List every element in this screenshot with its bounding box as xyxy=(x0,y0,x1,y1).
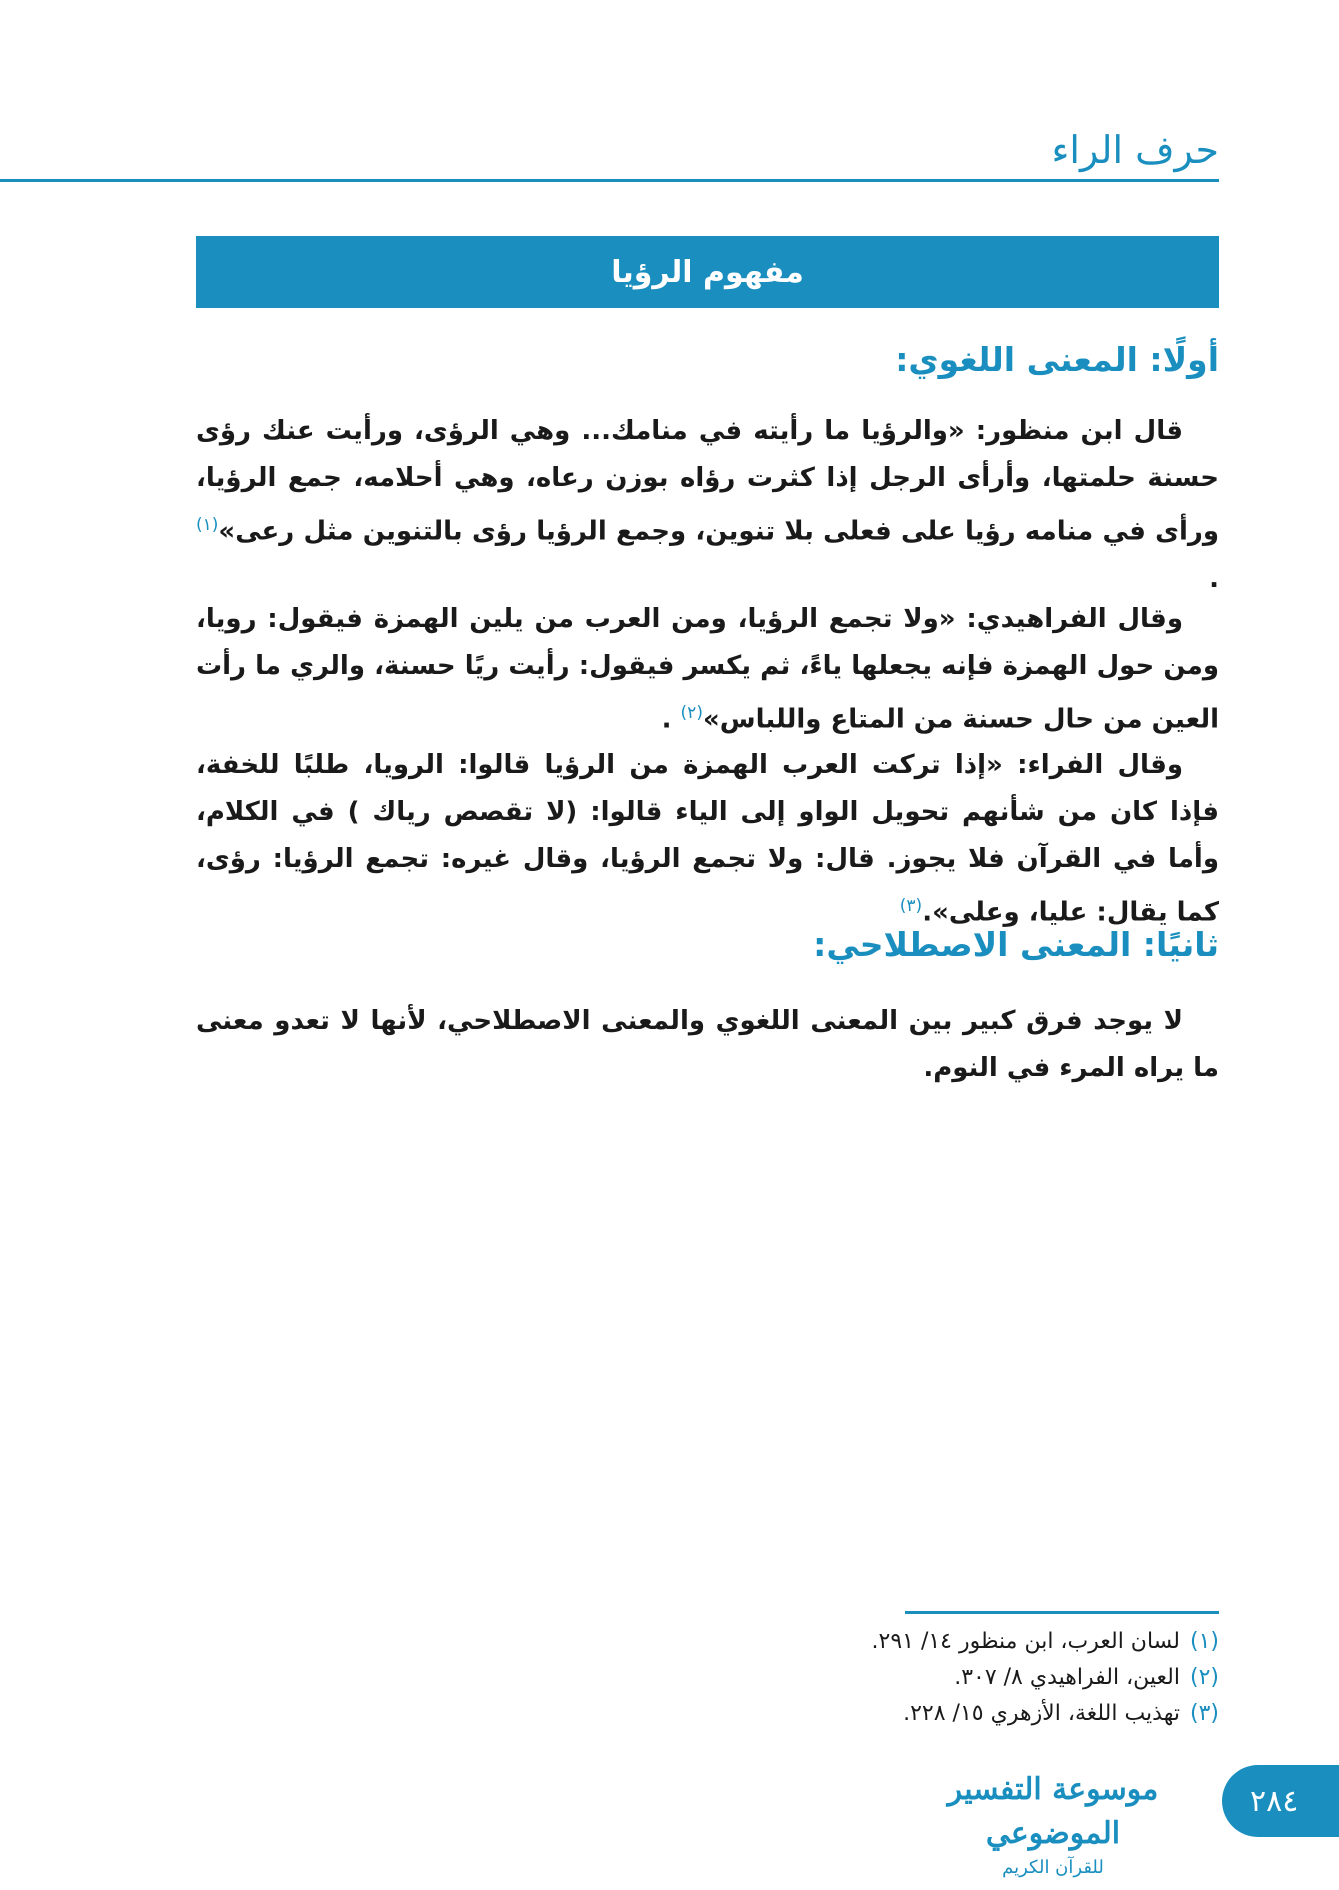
footnote-number: (٢) xyxy=(1189,1665,1219,1690)
technical-heading: ثانيًا: المعنى الاصطلاحي: xyxy=(813,925,1219,964)
page-number: ٢٨٤ xyxy=(1250,1783,1299,1819)
section-title-banner xyxy=(196,236,1219,308)
footnote-ref-3[interactable]: (٣) xyxy=(899,896,923,916)
paragraph-text: وقال الفراهيدي: «ولا تجمع الرؤيا، ومن العرب من يلين الهمزة فيقول: رويا، ومن حول الهمزة فإنه يجعلها ياءً، ثم يكسر فيقول: رأيت ريًا حسنة، والري ما رأت العين من حال حسنة من المتاع واللباس» xyxy=(196,604,1219,735)
footnote-separator xyxy=(905,1611,1219,1614)
header-rule xyxy=(0,179,1219,182)
paragraph-farra xyxy=(196,742,1219,937)
paragraph-text: وقال الفراء: «إذا تركت العرب الهمزة من الرؤيا قالوا: الرويا، طلبًا للخفة، فإذا كان من شأنهم تحويل الواو إلى الياء قالوا: (لا تقصص رياك ) في الكلام، وأما في القرآن فلا يجوز. قال: ولا تجمع الرؤيا، وقال غيره: تجمع الرؤيا: رؤى، كما يقال: عليا، وعلى». xyxy=(196,750,1219,928)
footnote-text: تهذيب اللغة، الأزهري ١٥/ ٢٢٨. xyxy=(903,1701,1180,1726)
footnote-ref-1[interactable]: (١) xyxy=(196,515,219,535)
page-number-tab xyxy=(1222,1765,1339,1837)
paragraph-ibn-manzur: قال ابن منظور: «والرؤيا ما رأيته في منامك... وهي الرؤى، ورأيت عنك رؤى حسنة حلمتها، وأرأى الرجل إذا كثرت رؤاه بوزن رعاه، وهي أحلامه، جمع الرؤيا، ورأى في منامه رؤيا على فعلى بلا تنوين، وجمع الرؤيا رؤى بالتنوين مثل رعى»$^{(١)}$ . xyxy=(196,416,1219,594)
paragraph-farahidi: وقال الفراهيدي: «ولا تجمع الرؤيا، ومن العرب من يلين الهمزة فيقول: رويا، ومن حول الهمزة فإنه يجعلها ياءً، ثم يكسر فيقول: رأيت ريًا حسنة، والري ما رأت العين من حال حسنة من المتاع واللباس»$^{(٢)}$ . xyxy=(196,604,1219,735)
logo-title: موسوعة التفسير الموضوعي xyxy=(947,1772,1159,1851)
encyclopedia-logo xyxy=(920,1768,1186,1878)
running-header: حرف الراء xyxy=(1051,128,1219,172)
paragraph-technical xyxy=(196,998,1219,1092)
footnotes xyxy=(872,1624,1220,1732)
footnote-number: (١) xyxy=(1189,1629,1219,1654)
linguistic-heading: أولًا: المعنى اللغوي: xyxy=(895,340,1219,379)
footnote-text: العين، الفراهيدي ٨/ ٣٠٧. xyxy=(954,1665,1180,1690)
footnote-1 xyxy=(872,1624,1220,1660)
paragraph-text: لا يوجد فرق كبير بين المعنى اللغوي والمعنى الاصطلاحي، لأنها لا تعدو معنى ما يراه المرء في النوم. xyxy=(196,1006,1219,1083)
footnote-ref-2[interactable]: (٢) xyxy=(680,703,703,723)
section-title: مفهوم الرؤيا xyxy=(611,254,804,290)
logo-subtitle: للقرآن الكريم xyxy=(1002,1857,1104,1878)
footnote-text: لسان العرب، ابن منظور ١٤/ ٢٩١. xyxy=(871,1629,1180,1654)
footnote-3 xyxy=(872,1696,1220,1732)
paragraph-text: قال ابن منظور: «والرؤيا ما رأيته في منامك... وهي الرؤى، ورأيت عنك رؤى حسنة حلمتها، وأرأى الرجل إذا كثرت رؤاه بوزن رعاه، وهي أحلامه، جمع الرؤيا، ورأى في منامه رؤيا على فعلى بلا تنوين، وجمع الرؤيا رؤى بالتنوين مثل رعى» xyxy=(196,416,1219,547)
footnote-2 xyxy=(872,1660,1220,1696)
footnote-number: (٣) xyxy=(1189,1701,1219,1726)
